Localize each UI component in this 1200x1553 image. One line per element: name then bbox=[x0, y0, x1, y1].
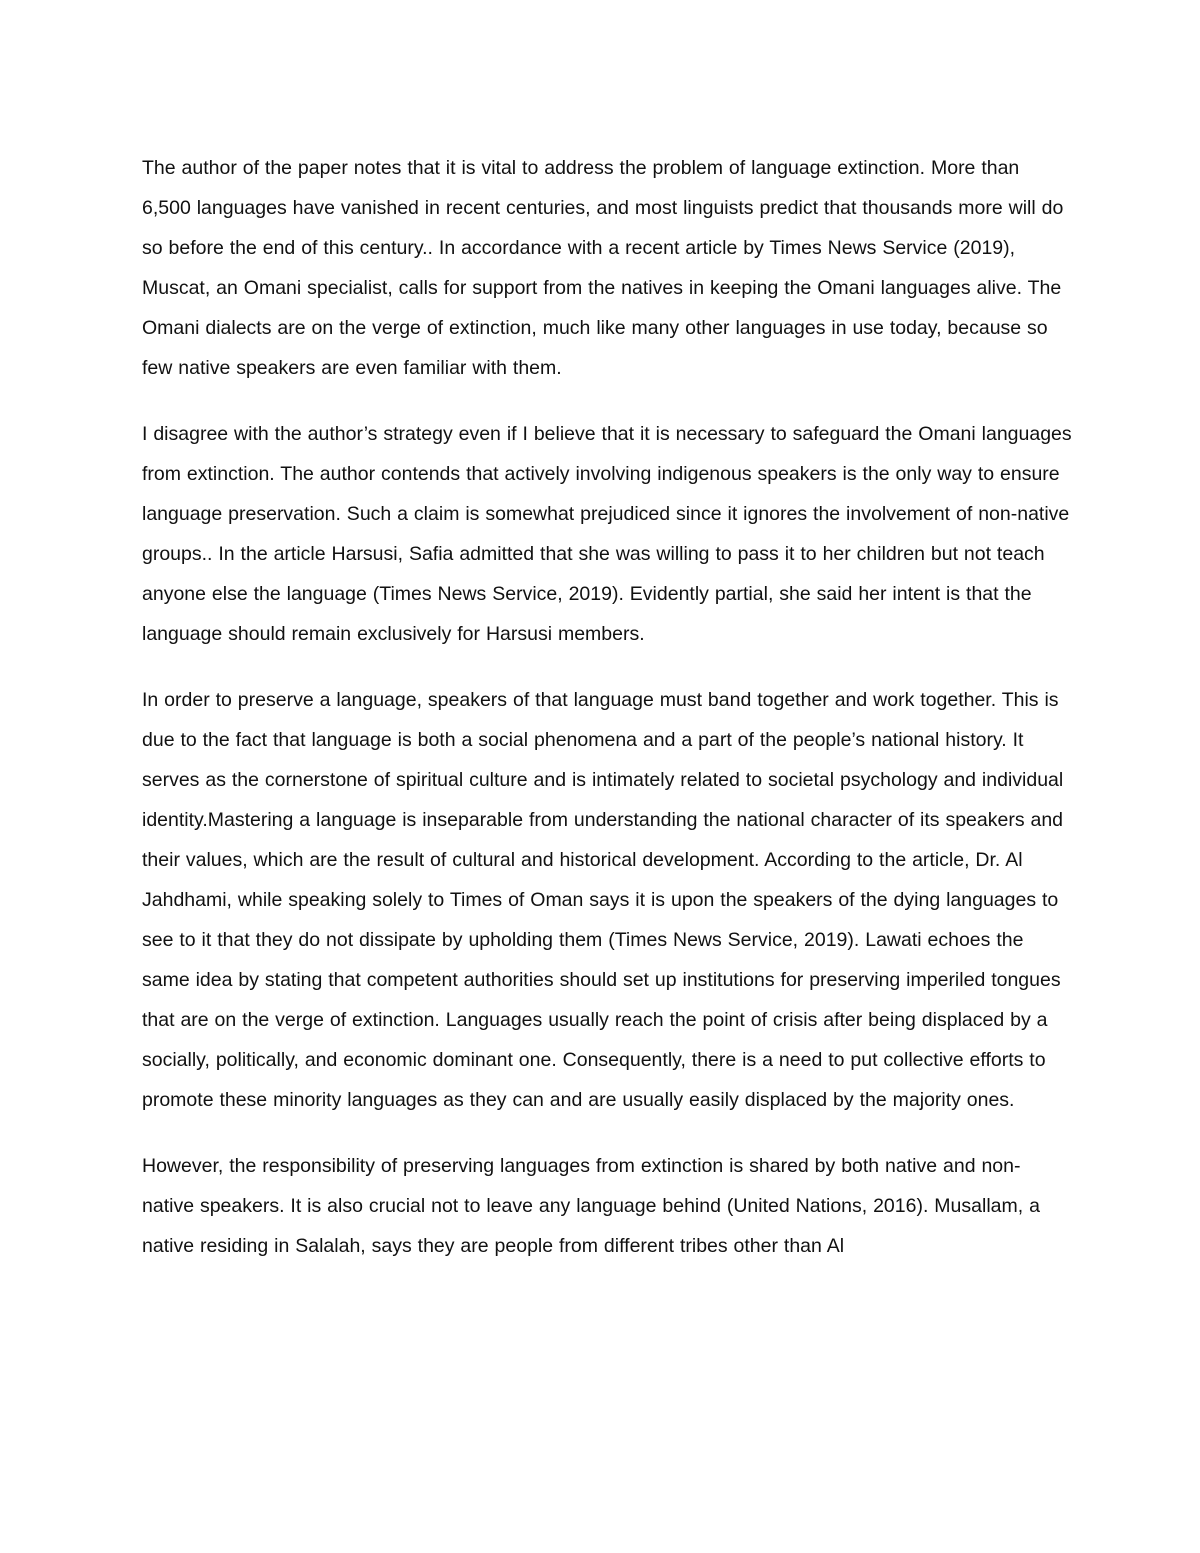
document-body bbox=[142, 148, 1072, 1292]
paragraph-2: I disagree with the author’s strategy even if I believe that it is necessary to safeguard the Omani languages from extinction. The author contends that actively involving indigenous speakers is the only way to ensure language preservation. Such a claim is somewhat prejudiced since it ignores the involvement of non-native groups.. In the article Harsusi, Safia admitted that she was willing to pass it to her children but not teach anyone else the language (Times News Service, 2019). Evidently partial, she said her intent is that the language should remain exclusively for Harsusi members. bbox=[142, 423, 1072, 645]
paragraph-4: However, the responsibility of preserving languages from extinction is shared by both native and non-native speakers. It is also crucial not to leave any language behind (United Nations, 2016). Musallam, a native residing in Salalah, says they are people from different tribes other than Al bbox=[142, 1155, 1040, 1257]
paragraph-3: In order to preserve a language, speakers of that language must band together and work together. This is due to the fact that language is both a social phenomena and a part of the people’s national history. It serves as the cornerstone of spiritual culture and is intimately related to societal psychology and individual identity.Mastering a language is inseparable from understanding the national character of its speakers and their values, which are the result of cultural and historical development. According to the article, Dr. Al Jahdhami, while speaking solely to Times of Oman says it is upon the speakers of the dying languages to see to it that they do not dissipate by upholding them (Times News Service, 2019). Lawati echoes the same idea by stating that competent authorities should set up institutions for preserving imperiled tongues that are on the verge of extinction. Languages usually reach the point of crisis after being displaced by a socially, politically, and economic dominant one. Consequently, there is a need to put collective efforts to promote these minority languages as they can and are usually easily displaced by the majority ones. bbox=[142, 689, 1064, 1111]
paragraph-1: The author of the paper notes that it is vital to address the problem of language extinction. More than 6,500 languages have vanished in recent centuries, and most linguists predict that thousands more will do so before the end of this century.. In accordance with a recent article by Times News Service (2019), Muscat, an Omani specialist, calls for support from the natives in keeping the Omani languages alive. The Omani dialects are on the verge of extinction, much like many other languages in use today, because so few native speakers are even familiar with them. bbox=[142, 157, 1064, 379]
